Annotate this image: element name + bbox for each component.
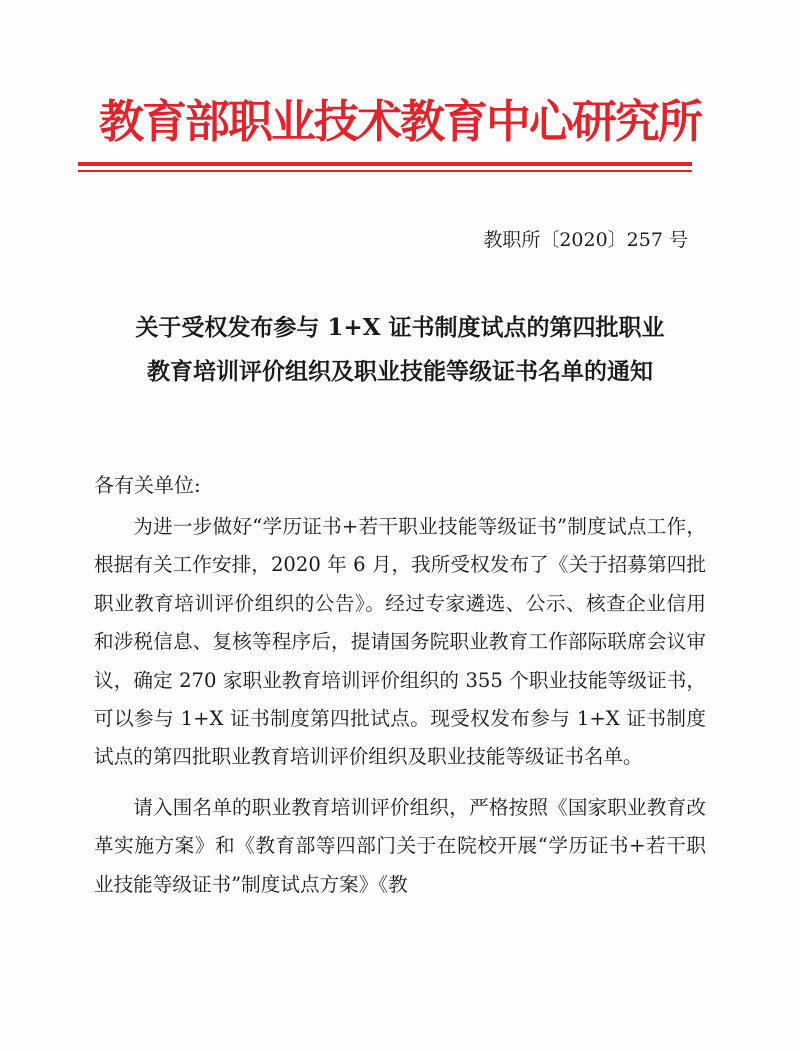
header-red-rule-thin xyxy=(78,170,692,172)
organization-header: 教育部职业技术教育中心研究所 xyxy=(98,95,701,148)
document-number: 教职所〔2020〕257 号 xyxy=(483,229,688,251)
document-body xyxy=(94,508,706,904)
body-paragraph: 请入围名单的职业教育培训评价组织，严格按照《国家职业教育改革实施方案》和《教育部等四部门关于在院校开展“学历证书+若干职业技能等级证书”制度试点方案》《教 xyxy=(94,795,706,896)
document-title-line: 教育培训评价组织及职业技能等级证书名单的通知 xyxy=(147,358,653,385)
header-red-rule-thick xyxy=(78,162,692,166)
salutation: 各有关单位: xyxy=(94,473,201,497)
document-title-line: 关于受权发布参与 1+X 证书制度试点的第四批职业 xyxy=(135,314,665,341)
document-title xyxy=(60,306,740,394)
body-paragraph: 为进一步做好“学历证书+若干职业技能等级证书”制度试点工作，根据有关工作安排，2020 年 6 月，我所受权发布了《关于招募第四批职业教育培训评价组织的公告》。经过专家遴选、公示、核查企业信用和涉税信息、复核等程序后，提请国务院职业教育工作部际联席会议审议，确定 270 家职业教育培训评价组织的 355 个职业技能等级证书，可以参与 1+X 证书制度第四批试点。现受权发布参与 1+X 证书制度试点的第四批职业教育培训评价组织及职业技能等级证书名单。 xyxy=(94,515,706,769)
